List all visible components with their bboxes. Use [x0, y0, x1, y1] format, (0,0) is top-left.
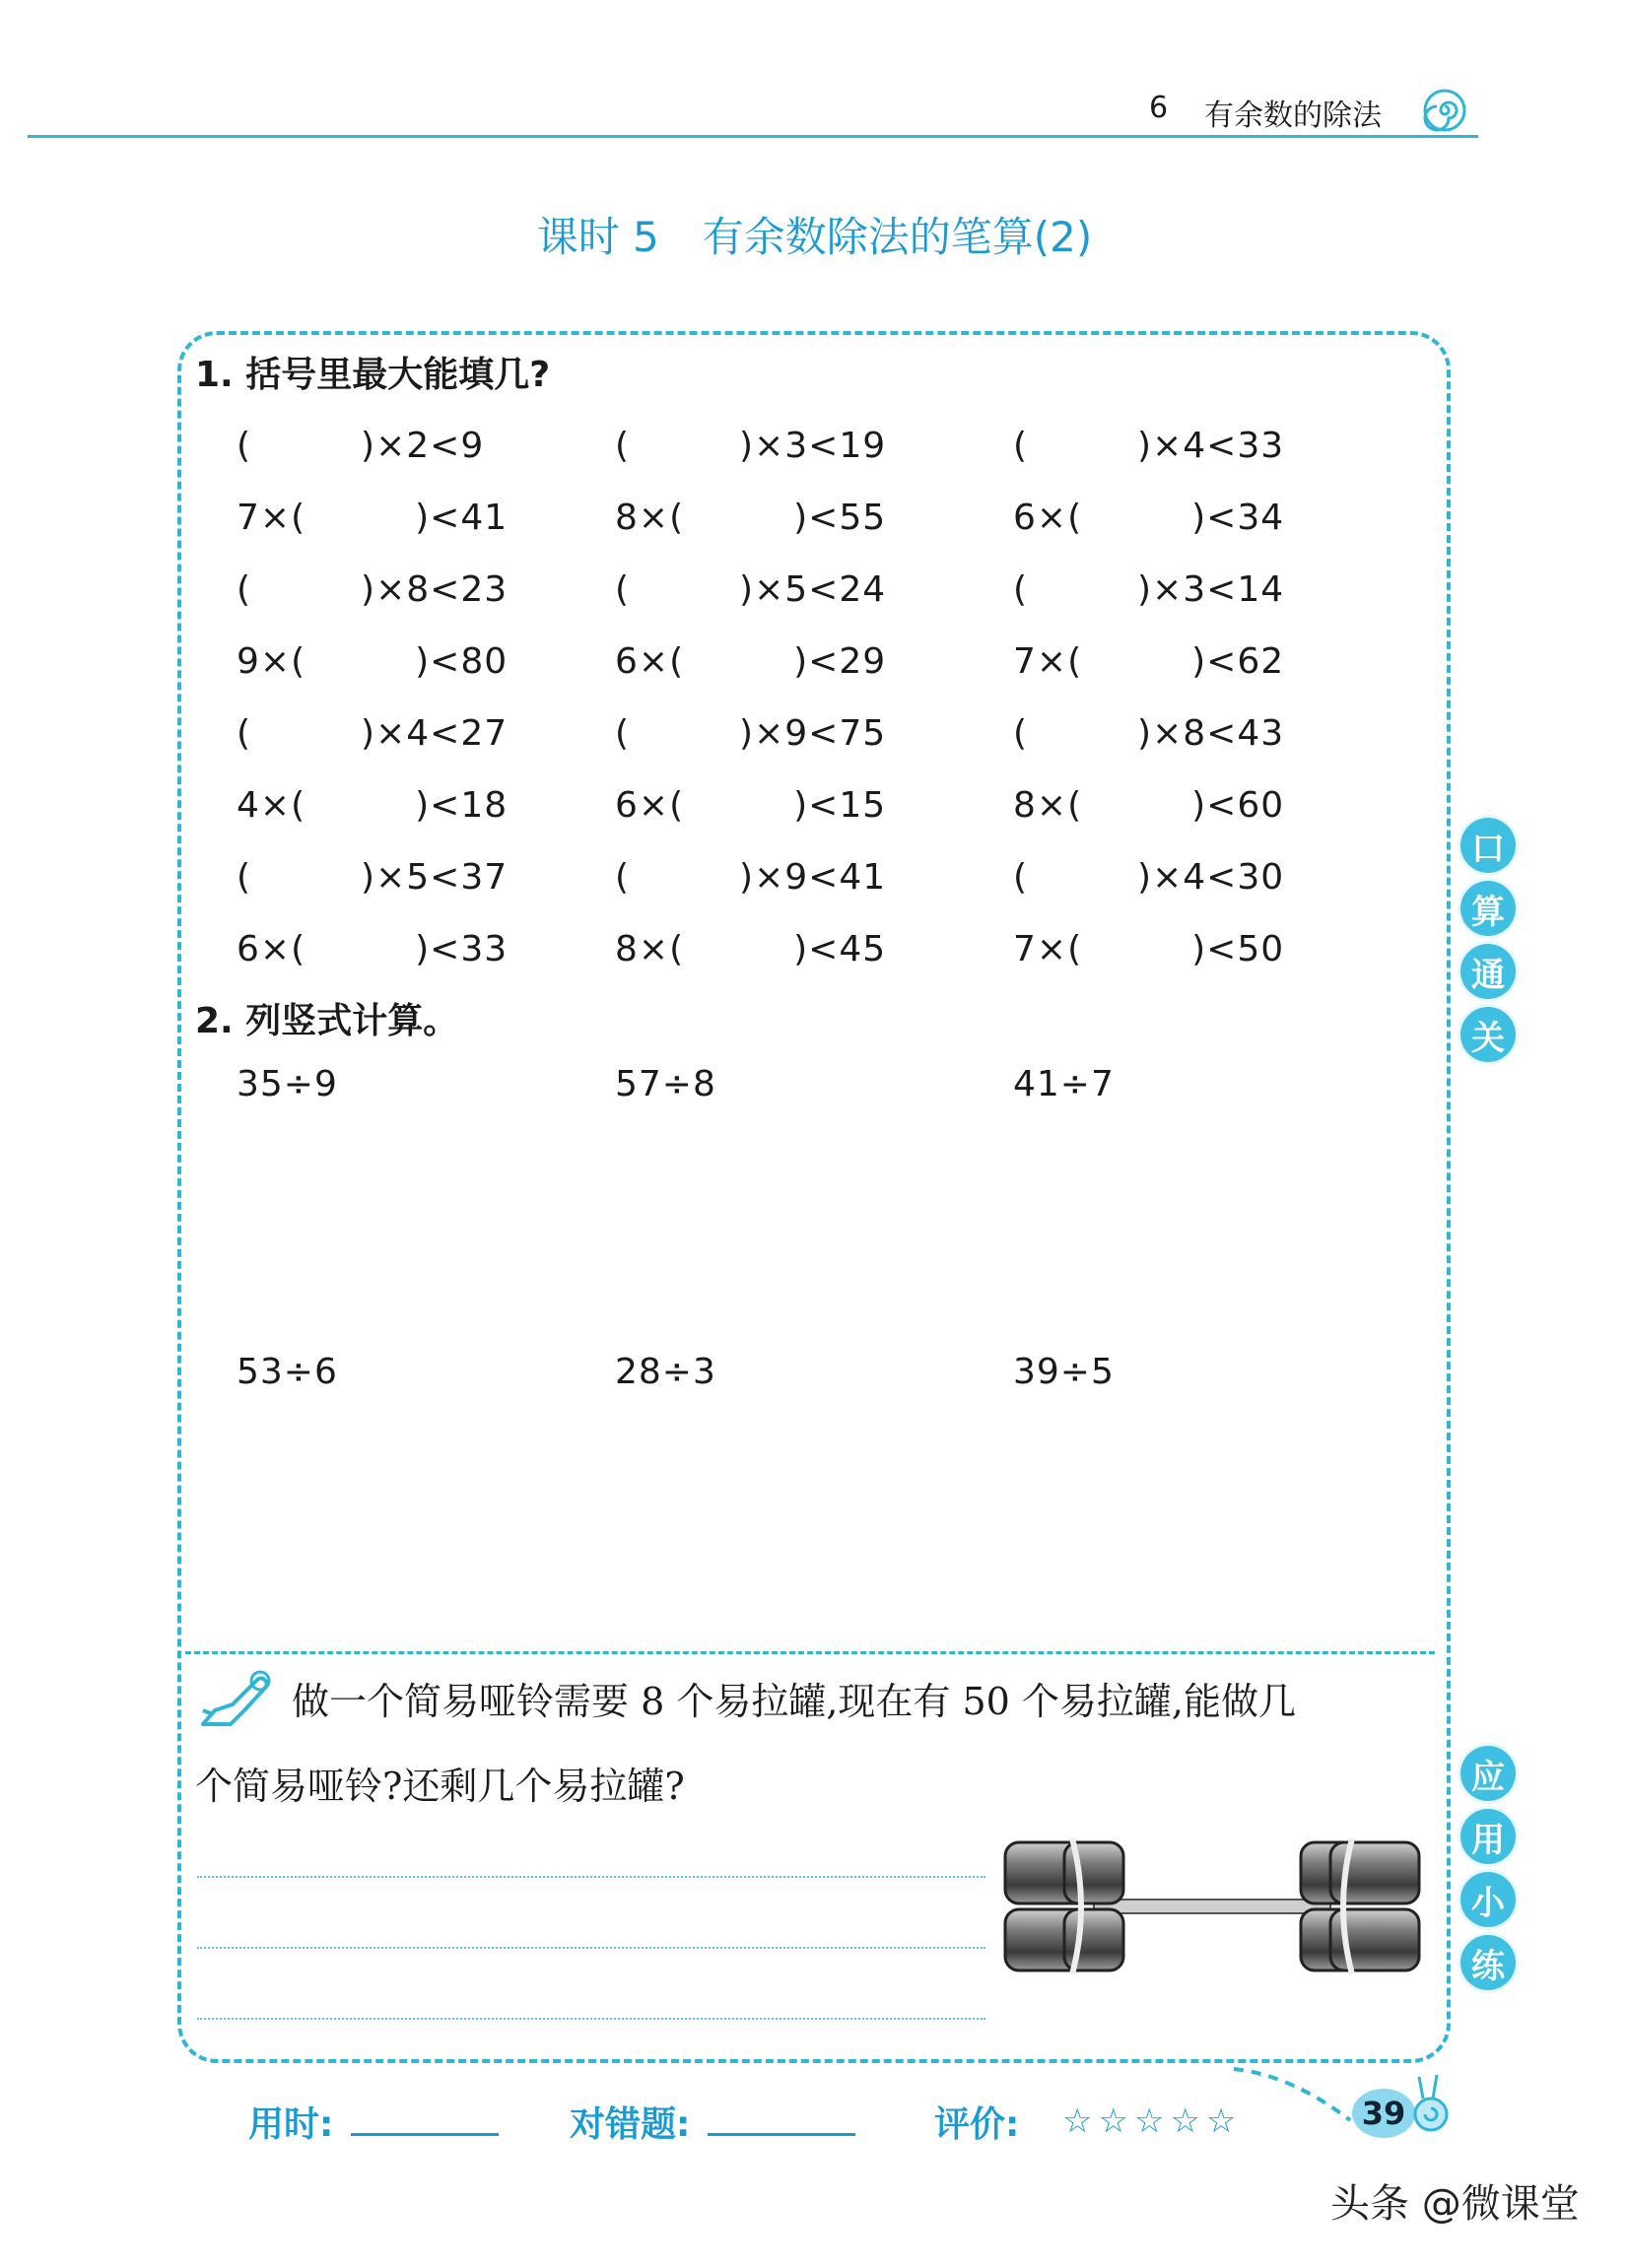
q1-row3-col2: ( )×5<24 — [615, 569, 887, 610]
q2-item-4: 53÷6 — [237, 1352, 338, 1392]
q1-row5-col3: ( )×8<43 — [1013, 713, 1285, 754]
lesson-label: 课时 5 — [536, 213, 659, 261]
lesson-name: 有余数除法的笔算(2) — [702, 213, 1093, 261]
chapter-title: 有余数的除法 — [1204, 99, 1382, 133]
side-tab-oral-4: 关 — [1460, 1007, 1516, 1062]
q1-row3-col1: ( )×8<23 — [237, 569, 509, 610]
q1-row6-col3: 8×( )<60 — [1013, 785, 1285, 826]
dumbbell-illustration — [995, 1833, 1429, 1980]
q1-row4-col1: 9×( )<80 — [237, 641, 509, 682]
header-rule — [28, 135, 1478, 138]
q1-title: 1. 括号里最大能填几? — [195, 355, 551, 395]
word-problem-line2: 个简易哑铃?还剩几个易拉罐? — [195, 1765, 685, 1808]
q2-item-5: 28÷3 — [615, 1352, 716, 1392]
side-tab-apply-4: 练 — [1460, 1935, 1516, 1990]
dashed-trail-decoration — [1232, 2065, 1360, 2124]
rating-label: 评价: — [934, 2104, 1020, 2145]
q1-row2-col2: 8×( )<55 — [615, 498, 887, 538]
errors-label: 对错题: — [570, 2104, 691, 2145]
chapter-number: 6 — [1149, 91, 1169, 125]
q1-row3-col3: ( )×3<14 — [1013, 569, 1285, 610]
q1-row5-col1: ( )×4<27 — [237, 713, 509, 754]
q1-row7-col3: ( )×4<30 — [1013, 857, 1285, 898]
q2-item-2: 57÷8 — [615, 1064, 716, 1104]
q2-item-1: 35÷9 — [237, 1064, 338, 1104]
q2-item-6: 39÷5 — [1013, 1352, 1115, 1392]
q1-row2-col1: 7×( )<41 — [237, 498, 509, 538]
time-blank[interactable] — [351, 2125, 499, 2136]
q2-item-3: 41÷7 — [1013, 1064, 1115, 1104]
watermark: 头条 @微课堂 — [1330, 2181, 1580, 2227]
time-field[interactable] — [248, 2097, 499, 2147]
word-problem-line1: 做一个简易哑铃需要 8 个易拉罐,现在有 50 个易拉罐,能做几 — [292, 1680, 1297, 1723]
time-label: 用时: — [248, 2104, 334, 2145]
errors-field[interactable] — [570, 2097, 855, 2147]
page-number: 39 — [1352, 2089, 1415, 2138]
q1-row4-col3: 7×( )<62 — [1013, 641, 1285, 682]
q1-row8-col1: 6×( )<33 — [237, 929, 509, 969]
errors-blank[interactable] — [708, 2125, 855, 2136]
side-tab-apply-3: 小 — [1460, 1872, 1516, 1927]
q1-row5-col2: ( )×9<75 — [615, 713, 887, 754]
lesson-title — [0, 205, 1629, 264]
q1-row8-col3: 7×( )<50 — [1013, 929, 1285, 969]
answer-line-3[interactable] — [197, 2018, 985, 2020]
side-tab-oral-3: 通 — [1460, 944, 1516, 999]
answer-line-1[interactable] — [197, 1876, 985, 1878]
q1-row1-col1: ( )×2<9 — [237, 426, 485, 466]
side-tab-apply-2: 用 — [1460, 1809, 1516, 1864]
q1-row7-col1: ( )×5<37 — [237, 857, 509, 898]
snail-icon — [1409, 2069, 1453, 2138]
side-tab-apply-1: 应 — [1460, 1746, 1516, 1801]
q1-row8-col2: 8×( )<45 — [615, 929, 887, 969]
q1-row6-col1: 4×( )<18 — [237, 785, 509, 826]
pointing-hand-icon — [193, 1665, 272, 1734]
spiral-icon — [1423, 89, 1466, 132]
q1-row1-col3: ( )×4<33 — [1013, 426, 1285, 466]
q1-row6-col2: 6×( )<15 — [615, 785, 887, 826]
answer-line-2[interactable] — [197, 1947, 985, 1949]
section-divider — [185, 1651, 1435, 1654]
q2-title: 2. 列竖式计算。 — [195, 1001, 459, 1041]
q1-row7-col2: ( )×9<41 — [615, 857, 887, 898]
q1-row4-col2: 6×( )<29 — [615, 641, 887, 682]
rating-stars[interactable]: ☆☆☆☆☆ — [1062, 2101, 1243, 2141]
side-tab-oral-2: 算 — [1460, 881, 1516, 936]
q1-row1-col2: ( )×3<19 — [615, 426, 887, 466]
side-tab-oral-1: 口 — [1460, 818, 1516, 873]
q1-row2-col3: 6×( )<34 — [1013, 498, 1285, 538]
